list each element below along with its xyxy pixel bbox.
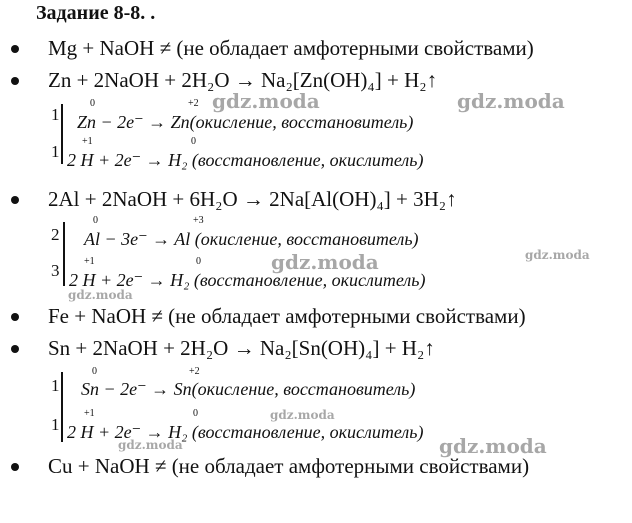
task-title: Задание 8-8. . — [36, 2, 156, 24]
balance-bar-zn — [61, 104, 63, 164]
half-reaction-sn-red: 2 H + 2e⁻ → H₂ (восстановление, окислитель) — [67, 422, 424, 442]
coef-zn-1: 1 — [51, 105, 60, 124]
bullet-zn — [11, 77, 19, 85]
balance-bar-al — [63, 222, 65, 286]
charge-al-red-2: 0 — [196, 256, 201, 267]
charge-sn-red-1: +1 — [84, 408, 95, 419]
watermark-logo: gdz.moda — [457, 89, 565, 113]
half-reaction-al-ox: Al − 3e⁻ → Al (окисление, восстановитель) — [84, 229, 419, 249]
coef-sn-1: 1 — [51, 376, 60, 395]
half-reaction-al-red: 2 H + 2e⁻ → H₂ (восстановление, окислитель) — [69, 270, 426, 290]
watermark-logo: gdz.moda — [270, 408, 335, 422]
bullet-al — [11, 196, 19, 204]
reaction-zn: Zn + 2NaOH + 2H₂O → Na₂[Zn(OH)₄] + H₂↑ — [48, 68, 438, 92]
watermark-logo: gdz.moda — [439, 434, 547, 458]
watermark-logo: gdz.moda — [271, 250, 379, 274]
reaction-al: 2Al + 2NaOH + 6H₂O → 2Na[Al(OH)₄] + 3H₂↑ — [48, 187, 457, 211]
half-reaction-zn-ox: Zn − 2e⁻ → Zn(окисление, восстановитель) — [77, 112, 414, 132]
coef-zn-2: 1 — [51, 142, 60, 161]
watermark-logo: gdz.moda — [118, 438, 183, 452]
watermark-logo: gdz.moda — [212, 89, 320, 113]
charge-zn-red-2: 0 — [191, 136, 196, 147]
coef-al-1: 2 — [51, 225, 60, 244]
coef-sn-2: 1 — [51, 415, 60, 434]
balance-bar-sn — [61, 372, 63, 442]
charge-al-ox-2: +3 — [193, 215, 204, 226]
reaction-mg: Mg + NaOH ≠ (не обладает амфотерными свойствами) — [48, 36, 534, 60]
charge-zn-red-1: +1 — [82, 136, 93, 147]
charge-al-red-1: +1 — [84, 256, 95, 267]
half-reaction-sn-ox: Sn − 2e⁻ → Sn(окисление, восстановитель) — [81, 379, 416, 399]
charge-zn-ox-1: 0 — [90, 98, 95, 109]
reaction-fe: Fe + NaOH ≠ (не обладает амфотерными свойствами) — [48, 304, 526, 328]
charge-al-ox-1: 0 — [93, 215, 98, 226]
charge-sn-ox-2: +2 — [189, 366, 200, 377]
bullet-fe — [11, 313, 19, 321]
bullet-mg — [11, 45, 19, 53]
charge-zn-ox-2: +2 — [188, 98, 199, 109]
reaction-sn: Sn + 2NaOH + 2H₂O → Na₂[Sn(OH)₄] + H₂↑ — [48, 336, 435, 360]
half-reaction-zn-red: 2 H + 2e⁻ → H₂ (восстановление, окислитель) — [67, 150, 424, 170]
bullet-sn — [11, 345, 19, 353]
reaction-cu: Cu + NaOH ≠ (не обладает амфотерными свойствами) — [48, 454, 530, 478]
bullet-cu — [11, 463, 19, 471]
watermark-logo: gdz.moda — [525, 248, 590, 262]
coef-al-2: 3 — [51, 261, 60, 280]
watermark-logo: gdz.moda — [68, 288, 133, 302]
charge-sn-ox-1: 0 — [92, 366, 97, 377]
charge-sn-red-2: 0 — [193, 408, 198, 419]
